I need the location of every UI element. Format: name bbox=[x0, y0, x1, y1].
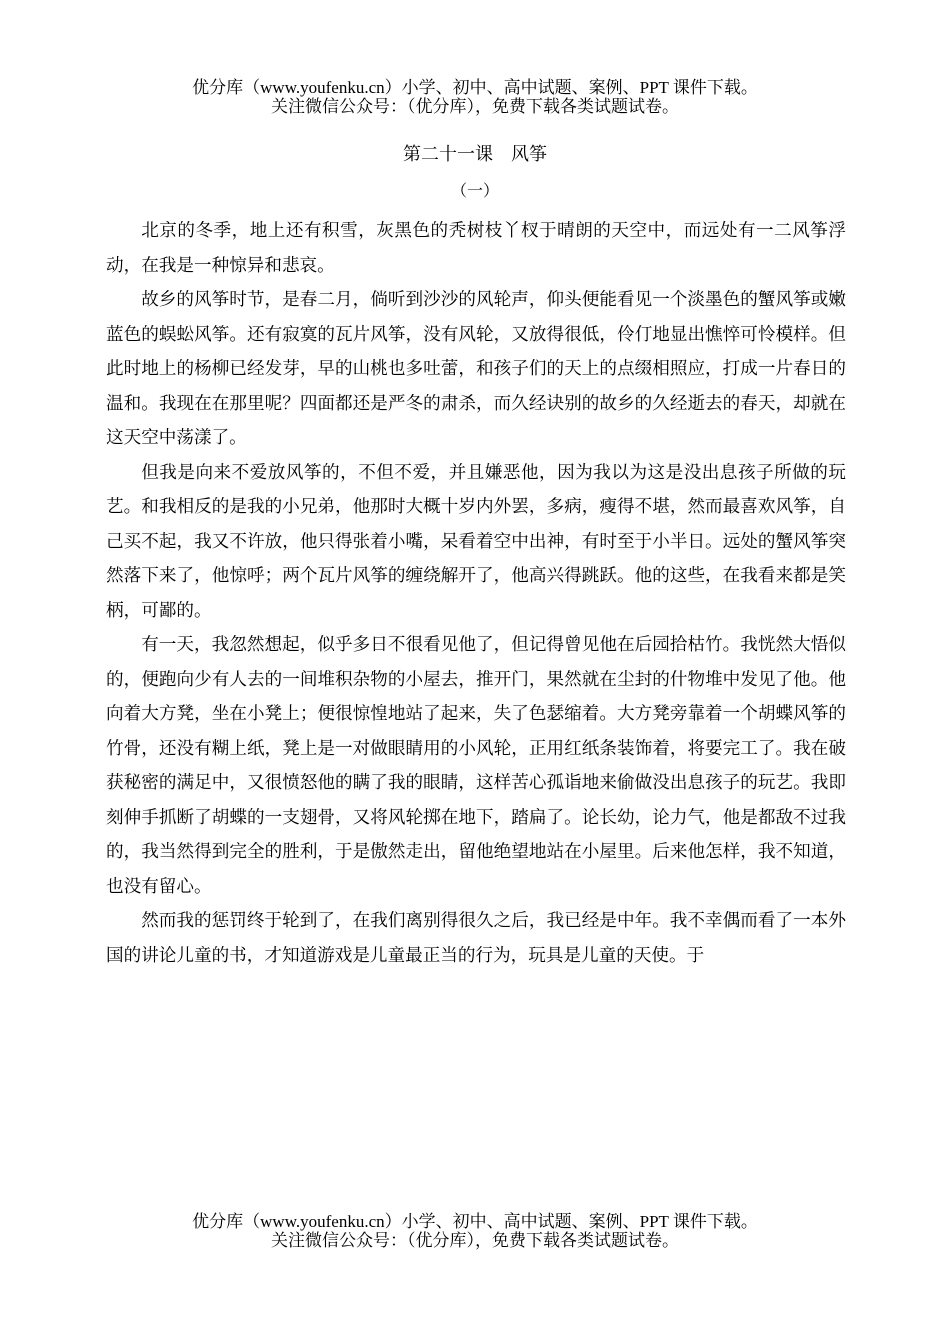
paragraph: 但我是向来不爱放风筝的，不但不爱，并且嫌恶他，因为我以为这是没出息孩子所做的玩艺。和我相反的是我的小兄弟，他那时大概十岁内外罢，多病，瘦得不堪，然而最喜欢风筝，自己买不起，我又不许放，他只得张着小嘴，呆看着空中出神，有时至于小半日。远处的蟹风筝突然落下来了，他惊呼；两个瓦片风筝的缠绕解开了，他高兴得跳跃。他的这些，在我看来都是笑柄，可鄙的。 bbox=[106, 462, 846, 621]
section-number: （一） bbox=[450, 181, 499, 200]
page-header bbox=[0, 78, 950, 116]
header-line-2: 关注微信公众号：（优分库），免费下载各类试题试卷。 bbox=[271, 97, 679, 116]
paragraph: 北京的冬季，地上还有积雪，灰黑色的秃树枝丫杈于晴朗的天空中，而远处有一二风筝浮动，在我是一种惊异和悲哀。 bbox=[106, 221, 846, 276]
article-body bbox=[106, 214, 846, 973]
footer-line-2: 关注微信公众号：（优分库），免费下载各类试题试卷。 bbox=[271, 1231, 679, 1250]
paragraph: 故乡的风筝时节，是春二月，倘听到沙沙的风轮声，仰头便能看见一个淡墨色的蟹风筝或嫩蓝色的蜈蚣风筝。还有寂寞的瓦片风筝，没有风轮，又放得很低，伶仃地显出憔悴可怜模样。但此时地上的杨柳已经发芽，早的山桃也多吐蕾，和孩子们的天上的点缀相照应，打成一片春日的温和。我现在在那里呢？四面都还是严冬的肃杀，而久经诀别的故乡的久经逝去的春天，却就在这天空中荡漾了。 bbox=[106, 290, 846, 448]
header-line-1: 优分库（www.youfenku.cn）小学、初中、高中试题、案例、PPT 课件下载。 bbox=[192, 78, 758, 97]
lesson-title: 第二十一课 风筝 bbox=[403, 144, 547, 165]
page-footer bbox=[0, 1212, 950, 1250]
paragraph: 然而我的惩罚终于轮到了，在我们离别得很久之后，我已经是中年。我不幸偶而看了一本外国的讲论儿童的书，才知道游戏是儿童最正当的行为，玩具是儿童的天使。于 bbox=[106, 911, 846, 966]
footer-line-1: 优分库（www.youfenku.cn）小学、初中、高中试题、案例、PPT 课件下载。 bbox=[192, 1212, 758, 1231]
paragraph: 有一天，我忽然想起，似乎多日不很看见他了，但记得曾见他在后园拾枯竹。我恍然大悟似的，便跑向少有人去的一间堆积杂物的小屋去，推开门，果然就在尘封的什物堆中发见了他。他向着大方凳，坐在小凳上；便很惊惶地站了起来，失了色瑟缩着。大方凳旁靠着一个胡蝶风筝的竹骨，还没有糊上纸，凳上是一对做眼睛用的小风轮，正用红纸条装饰着，将要完工了。我在破获秘密的满足中，又很愤怒他的瞒了我的眼睛，这样苦心孤诣地来偷做没出息孩子的玩艺。我即刻伸手抓断了胡蝶的一支翅骨，又将风轮掷在地下，踏扁了。论长幼，论力气，他是都敌不过我的，我当然得到完全的胜利，于是傲然走出，留他绝望地站在小屋里。后来他怎样，我不知道，也没有留心。 bbox=[106, 635, 846, 897]
